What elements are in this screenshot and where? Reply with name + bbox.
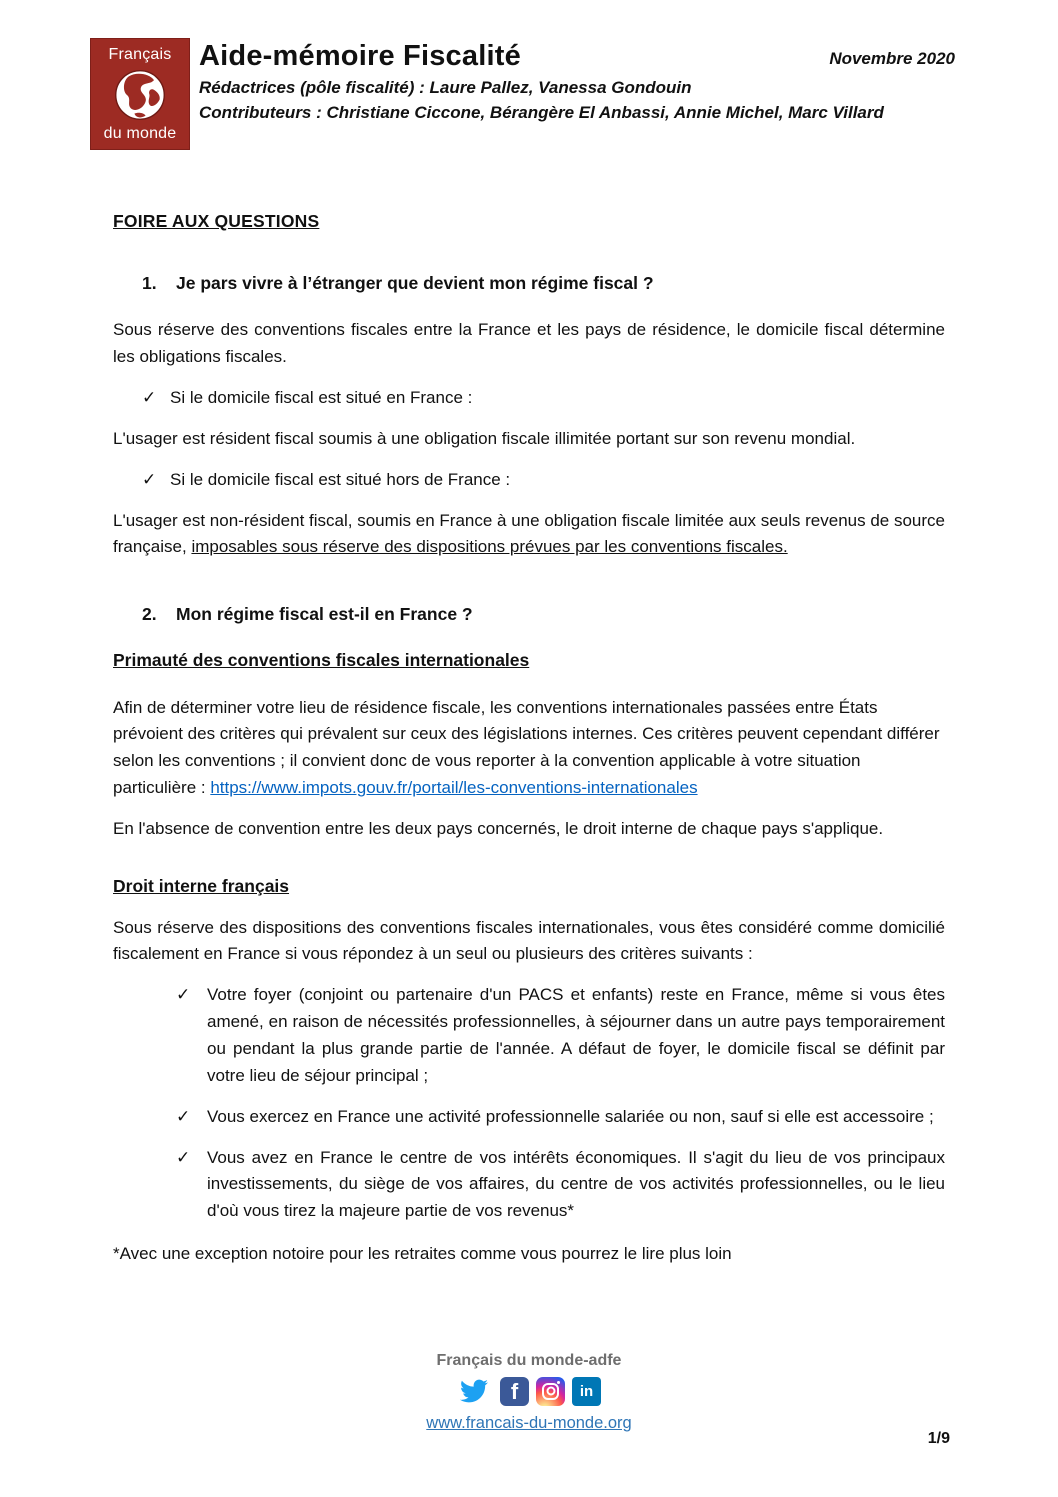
checkmark-icon: ✓ [176,1147,191,1167]
criteria-item-interets [113,1145,945,1226]
q2-absence-paragraph: En l'absence de convention entre les deux pays concernés, le droit interne de chaque pays s'applique. [113,819,884,839]
q2-conventions-text: Afin de déterminer votre lieu de résidence fiscale, les conventions internationales passées entre États prévoient des critères qui prévalent sur ceux des législations internes. Ces critères peuvent cependant différer selon les conventions ; il convient donc de vous reporter à la convention applicable à votre situation particulière : [113,697,940,798]
francais-du-monde-logo [90,38,190,150]
document-footer [0,1352,1058,1433]
checkmark-icon: ✓ [142,469,157,489]
instagram-flash-dot [557,1381,560,1384]
question-2-number: 2. [142,604,157,625]
criteria-item-foyer-text: Votre foyer (conjoint ou partenaire d'un PACS et enfants) reste en France, même si vous êtes amené, en raison de nécessités professionnelles, à séjourner dans un autre pays temporairement ou pendant la plus grande partie de l'année. A défaut de foyer, le domicile fiscal se définit par votre lieu de séjour principal ; [207,985,945,1085]
globe-icon [112,67,168,123]
page-title: Aide-mémoire Fiscalité [199,40,521,72]
checkmark-icon: ✓ [176,985,191,1005]
q2-droit-intro-paragraph: Sous réserve des dispositions des conventions fiscales internationales, vous êtes considéré comme domicilié fiscalement en France si vous répondez à un seul ou plusieurs des critères suivants : [113,917,945,964]
linkedin-icon[interactable] [572,1377,601,1406]
q1-resident-paragraph: L'usager est résident fiscal soumis à une obligation fiscale illimitée portant sur son revenu mondial. [113,428,856,448]
logo-text-bottom: du monde [103,125,177,142]
criteria-item-activite [113,1104,945,1131]
instagram-icon[interactable] [536,1377,565,1406]
q2-conventions-paragraph [113,695,945,802]
q1-non-resident-text: L'usager est non-résident fiscal, soumis en France à une obligation fiscale limitée aux seuls revenus de source française, [113,510,945,557]
question-2-text: Mon régime fiscal est-il en France ? [176,604,473,625]
document-date: Novembre 2020 [829,49,955,68]
checkmark-icon: ✓ [142,388,157,407]
q1-intro-paragraph: Sous réserve des conventions fiscales entre la France et les pays de résidence, le domicile fiscal détermine les obligations fiscales. [113,320,945,367]
q1-check-item-france-label: Si le domicile fiscal est situé en France : [170,388,473,407]
social-icons-row [0,1376,1058,1406]
footer-brand: Français du monde-adfe [436,1352,622,1369]
q1-check-item-hors-france [113,467,945,494]
question-1-title [113,270,945,298]
instagram-lens-shape [546,1387,555,1396]
question-1-number: 1. [142,272,157,293]
page-number: 1/9 [927,1430,950,1447]
document-header [0,0,1058,150]
linkedin-glyph: in [579,1382,594,1400]
question-1-text: Je pars vivre à l’étranger que devient mon régime fiscal ? [176,272,654,293]
header-text-block [199,38,955,150]
checkmark-icon: ✓ [176,1106,191,1126]
website-link[interactable]: www.francais-du-monde.org [426,1414,632,1432]
retirement-footnote: *Avec une exception notoire pour les retraites comme vous pourrez le lire plus loin [113,1244,732,1264]
criteria-item-interets-text: Vous avez en France le centre de vos intérêts économiques. Il s'agit du lieu de vos principaux investissements, du siège de vos affaires, du centre de vos activités professionnelles, ou le lieu d'où vous tirez la majeure partie de vos revenus* [207,1147,945,1221]
question-2-title [113,601,945,629]
facebook-glyph: f [510,1379,519,1404]
logo-text-top: Français [108,46,172,63]
facebook-icon[interactable] [500,1377,529,1406]
subheading-primaute: Primauté des conventions fiscales internationales [113,649,530,670]
document-body [0,208,1058,1268]
q1-non-resident-underlined-text: imposables sous réserve des dispositions prévues par les conventions fiscales. [191,537,788,557]
criteria-item-activite-text: Vous exercez en France une activité professionnelle salariée ou non, sauf si elle est accessoire ; [207,1106,934,1126]
subheading-droit-interne: Droit interne français [113,875,290,896]
q1-non-resident-paragraph [113,508,945,562]
contributors-line: Contributeurs : Christiane Ciccone, Bérangère El Anbassi, Annie Michel, Marc Villard [199,103,884,123]
q1-check-item-france [113,385,945,412]
q1-check-item-hors-france-label: Si le domicile fiscal est situé hors de France : [170,469,511,489]
editors-line: Rédactrices (pôle fiscalité) : Laure Pallez, Vanessa Gondouin [199,78,692,97]
impots-gouv-link[interactable]: https://www.impots.gouv.fr/portail/les-conventions-internationales [210,778,698,798]
criteria-item-foyer [113,982,945,1089]
twitter-icon[interactable] [457,1376,493,1406]
faq-heading: FOIRE AUX QUESTIONS [113,211,320,231]
